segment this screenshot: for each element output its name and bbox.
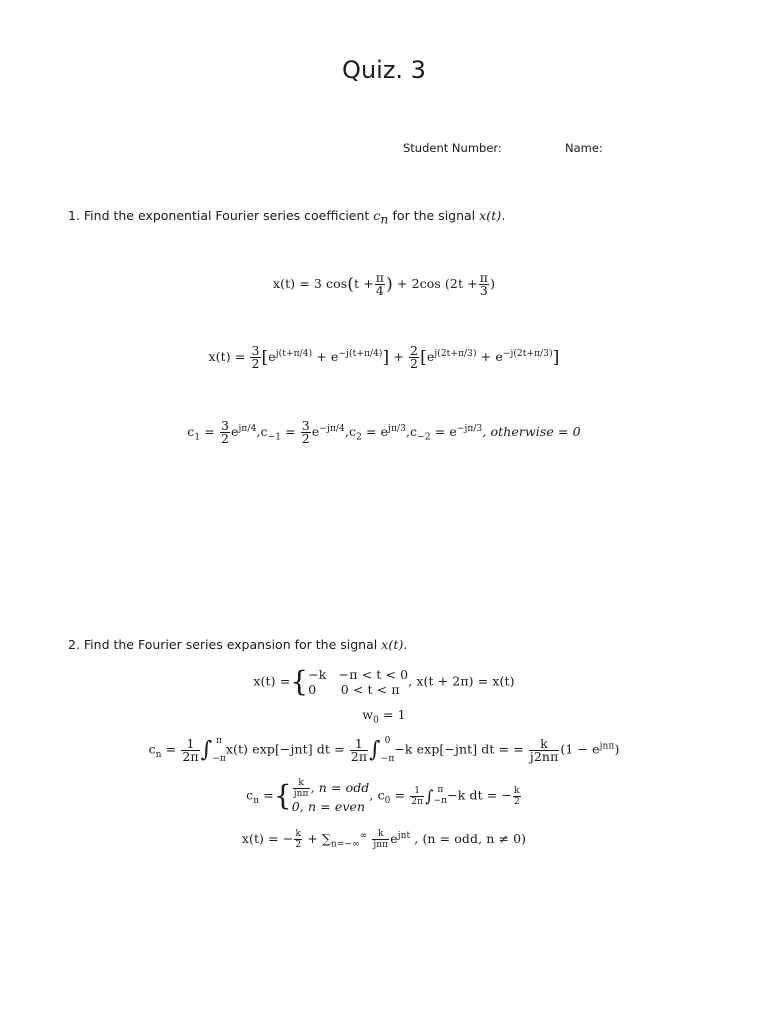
q1-eq2-exp-1: j(t+π/4) <box>275 348 313 359</box>
fraction-numerator: 3 <box>220 418 230 433</box>
fraction-denominator: 4 <box>375 283 384 298</box>
q1-eq3-exp-base: e <box>231 424 239 439</box>
fraction-numerator: k <box>295 829 302 839</box>
question-1-prompt <box>68 208 506 227</box>
q1-eq3-exp-2: −jπ/4 <box>319 423 345 434</box>
fraction-numerator: 2 <box>410 343 419 358</box>
q1-eq3-equals-2: = <box>281 424 300 439</box>
fraction-denominator: 3 <box>479 283 488 298</box>
q2-prompt-text: 2. Find the Fourier series expansion for the signal <box>68 637 382 652</box>
q2-series-exp-base: e <box>390 831 398 846</box>
q2-equation-w0 <box>0 707 768 726</box>
q1-eq2-plus-2: + <box>393 349 404 364</box>
fraction-numerator: k <box>514 785 520 796</box>
case-2-value: 0 <box>308 682 317 697</box>
q2-equation-piecewise: x(t) ={ −k −π < t < 0 0 0 < t < π , x(t + 2π) = x(t) <box>253 665 515 698</box>
fraction-denominator: 2 <box>251 356 260 371</box>
q2-cn-fraction-2 <box>350 735 368 764</box>
q2-cn-integrand-2: −k exp[−jnt] dt = = <box>394 741 524 757</box>
q2-series-exp: jnt <box>397 830 411 841</box>
case-1-condition: −π < t < 0 <box>338 667 409 682</box>
q1-eq3-cm2: ,c <box>405 424 418 439</box>
q1-eq3-cm1: ,c <box>256 424 268 439</box>
fraction-denominator: 2π <box>350 748 368 764</box>
q1-eq3-exp-3: jπ/3 <box>388 423 406 434</box>
q2-c0-int-limits <box>434 785 448 807</box>
q1-prompt-symbol-sub: n <box>380 211 389 227</box>
fraction-numerator: k <box>529 738 560 751</box>
int-upper: π <box>437 785 444 795</box>
q1-equation-3 <box>0 420 768 445</box>
q1-eq1-close: ) <box>490 276 496 291</box>
q1-eq3-c1-sub: 1 <box>194 432 201 443</box>
q1-eq2-exp-4: −j(2t+π/3) <box>502 348 553 359</box>
q2-prompt-end: . <box>403 637 408 652</box>
fraction-denominator: j2nπ <box>529 748 559 764</box>
q2-cases-sub: n <box>253 796 260 806</box>
q2-c0-symbol: , c <box>369 787 385 803</box>
q2-cn-sub: n <box>155 750 162 760</box>
q1-eq3-equals: = <box>200 424 219 439</box>
q2-even-case: 0, n = even <box>291 799 366 814</box>
q1-eq2-plus: + e <box>316 349 339 364</box>
q2-cn-symbol: c <box>148 741 156 757</box>
q1-eq3-c2-value: = e <box>361 424 389 439</box>
fraction-denominator: 2π <box>411 796 424 807</box>
q1-eq1-term: t + <box>354 276 374 291</box>
q2-cn-integrand-1: x(t) exp[−jnt] dt = <box>225 741 345 757</box>
int-lower: −π <box>380 754 395 764</box>
q2-series-sum-upper: ∞ <box>359 830 368 841</box>
q2-cn-int-limits-1 <box>212 732 226 768</box>
q2-cases-block <box>292 778 370 814</box>
q2-eq1-cases <box>308 667 408 697</box>
fraction-numerator: k <box>372 829 389 840</box>
q2-series-condition: , (n = odd, n ≠ 0) <box>410 831 527 846</box>
q1-eq3-c1: c <box>187 424 195 439</box>
q1-eq1-second-term: + 2cos (2t + <box>396 276 478 291</box>
q2-series-fraction-1 <box>294 829 302 850</box>
q1-eq3-exp-1: jπ/4 <box>238 423 257 434</box>
q2-cn-fraction-1 <box>181 735 199 764</box>
fraction-numerator: 1 <box>410 786 424 797</box>
q2-cases-symbol: c <box>246 787 254 803</box>
q2-series-sum-lower: n=−∞ <box>330 839 360 850</box>
q1-eq2-fraction-2 <box>409 345 419 370</box>
fraction-denominator: jnπ <box>373 840 389 850</box>
q2-cn-int-limits-2 <box>381 732 395 768</box>
q1-eq3-exp-base-2: e <box>311 424 320 439</box>
int-upper: π <box>216 736 223 746</box>
q2-prompt-signal: x(t) <box>381 637 404 652</box>
int-lower: −π <box>433 796 448 806</box>
q1-eq3-cm2-value: = e <box>430 424 457 439</box>
fraction-numerator: π <box>479 270 489 285</box>
fraction-denominator: jnπ <box>293 789 309 799</box>
q1-eq2-exp-base: e <box>268 349 276 364</box>
name-label: Name: <box>565 141 603 155</box>
fraction-numerator: 1 <box>350 738 368 751</box>
q2-eq1-lhs: x(t) = <box>253 673 291 689</box>
fraction-numerator: π <box>375 270 385 285</box>
fraction-denominator: 2 <box>220 431 230 446</box>
q1-eq2-plus-3: + e <box>480 349 503 364</box>
q1-eq2-fraction <box>250 345 260 370</box>
fraction-denominator: 2 <box>514 796 520 807</box>
q2-cn-tail: (1 − e <box>560 741 600 757</box>
q2-w0-value: = 1 <box>378 707 406 722</box>
q1-eq2-exp-3: j(2t+π/3) <box>434 348 477 359</box>
q1-eq2-exp-2: −j(t+π/4) <box>338 348 383 359</box>
q1-eq3-exp-4: −jπ/3 <box>456 423 483 434</box>
q2-c0-fraction <box>410 786 424 807</box>
fraction-denominator: 2π <box>182 748 199 764</box>
q1-prompt-signal: x(t) <box>479 208 502 223</box>
q1-prompt-text: 1. Find the exponential Fourier series coefficient <box>68 208 374 223</box>
q1-eq1-fraction-2 <box>479 272 489 297</box>
fraction-numerator: 3 <box>251 343 260 358</box>
q2-odd-fraction <box>293 778 310 799</box>
q1-eq3-cm1-sub: −1 <box>267 432 282 443</box>
q2-equation-cases: $c_n$ ={ $\frac{k}{\text{jnπ}}$ , n = odd 0, n = even , $c_0$ = $\frac{1}{2\pi}$ ∫ π −π −k dt = − $\frac{k}{2}$ <box>246 778 520 814</box>
q1-eq3-fraction-2 <box>301 420 311 445</box>
q2-w0-symbol: w <box>362 707 374 722</box>
q2-cn-fraction-3 <box>529 735 560 764</box>
fraction-numerator: 3 <box>301 418 310 433</box>
question-2-prompt <box>68 637 407 652</box>
q1-eq1-lhs: x(t) = 3 cos <box>272 276 348 291</box>
fraction-numerator: 1 <box>181 738 199 751</box>
q2-cn-tail-exp: jnπ <box>599 741 615 752</box>
case-2-condition: 0 < t < π <box>340 682 400 697</box>
q2-cn-equals: = <box>161 741 177 757</box>
int-upper: 0 <box>384 736 391 746</box>
student-number-label: Student Number: <box>403 141 502 155</box>
q2-c0-equals: = <box>390 787 406 803</box>
q2-cn-tail-close: ) <box>614 741 620 757</box>
q1-eq3-c2: ,c <box>344 424 357 439</box>
q2-series-fraction-2 <box>372 829 389 850</box>
q2-series-sum: + ∑ <box>303 831 331 846</box>
case-1-value: −k <box>308 667 327 682</box>
q1-eq1-fraction <box>375 272 385 297</box>
fraction-denominator: 2 <box>410 356 419 371</box>
q1-eq2-exp-base-2: e <box>426 349 435 364</box>
q1-eq3-otherwise: , otherwise = 0 <box>482 424 581 439</box>
q1-eq3-c2-sub: 2 <box>356 432 362 443</box>
q2-series-lhs: x(t) = − <box>241 831 294 846</box>
q1-eq2-lhs: x(t) = <box>208 349 246 364</box>
q2-equation-series <box>0 829 768 850</box>
q1-eq3-fraction <box>220 420 230 445</box>
q2-cases-equals: = <box>259 787 274 803</box>
fraction-denominator: 2 <box>295 840 302 850</box>
q1-prompt-end: . <box>501 208 506 223</box>
q2-equation-cn: $c_n$ = $\frac{1}{2\pi}$ ∫ π −π x(t) exp[−jnt] dt = $\frac{1}{2\pi}$ ∫ 0 −π −k exp[−jnt] dt = = $\frac{k}{j2n\pi}$ $(1 - e^{jn\pi})$ <box>0 732 768 768</box>
fraction-denominator: 2 <box>301 431 310 446</box>
q2-c0-integrand: −k dt = − <box>447 787 513 803</box>
fraction-numerator: k <box>293 778 310 789</box>
q2-c0-sub: 0 <box>384 796 391 806</box>
q1-prompt-symbol: c <box>373 208 381 223</box>
quiz-title: Quiz. 3 <box>342 56 426 84</box>
q1-equation-2: x(t) = $\frac{3}{2}$ $[e^{j(t+\pi/4)} + e^{-j(t+\pi/4)}]$ + $\frac{2}{2}$ $[e^{j(2t+\pi/3)} + e^{-j(2t+\pi/3)}]$ <box>208 343 560 371</box>
q2-eq1-periodicity: , x(t + 2π) = x(t) <box>408 673 515 689</box>
q2-w0-sub: 0 <box>373 715 379 726</box>
q2-odd-condition: , n = odd <box>310 780 370 795</box>
q1-equation-1: x(t) = 3 cos(t + $\frac{\pi}{4}$ ) + 2cos (2t + $\frac{\pi}{3}$ ) <box>272 270 496 298</box>
q1-prompt-mid: for the signal <box>388 208 480 223</box>
q2-c0-fraction-2 <box>513 786 521 807</box>
q1-eq3-cm2-sub: −2 <box>417 432 431 443</box>
int-lower: −π <box>212 754 226 764</box>
